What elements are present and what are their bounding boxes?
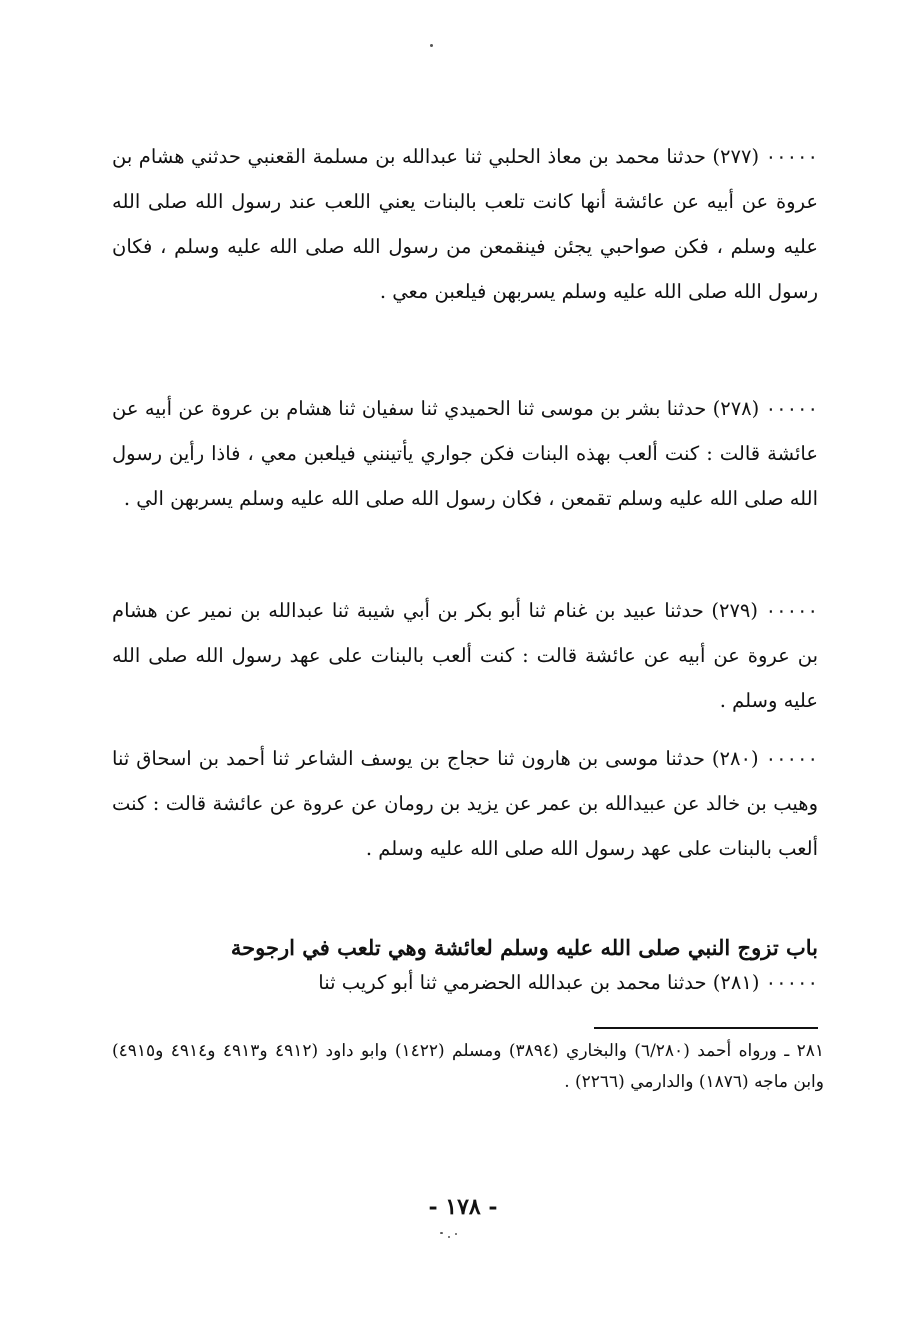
footnote-divider (594, 1027, 818, 1029)
page-number: - ١٧٨ - (428, 1194, 498, 1220)
hadith-277: ٠٠٠٠٠ (٢٧٧) حدثنا محمد بن معاذ الحلبي ثنا عبدالله بن مسلمة القعنبي حدثني هشام بن عروة عن أبيه عن عائشة أنها كانت تلعب بالبنات يعني اللعب عند رسول الله صلى الله عليه وسلم ، فكن صواحبي يجئن فينقمعن من رسول الله صلى الله عليه وسلم ، فكان رسول الله صلى الله عليه وسلم يسربهن فيلعبن معي . (112, 145, 818, 303)
chapter-title: باب تزوج النبي صلى الله عليه وسلم لعائشة وهي تلعب في ارجوحة (230, 935, 818, 960)
hadith-278: ٠٠٠٠٠ (٢٧٨) حدثنا بشر بن موسى ثنا الحميدي ثنا سفيان ثنا هشام بن عروة عن أبيه عن عائشة قالت : كنت ألعب بهذه البنات فكن جواري يأتينني فيلعبن معي ، فاذا رأين رسول الله صلى الله عليه وسلم تقمعن ، فكان رسول الله صلى الله عليه وسلم يسربهن الي . (112, 397, 818, 510)
footnote: ٢٨١ ـ ورواه أحمد (٦/٢٨٠) والبخاري (٣٨٩٤) ومسلم (١٤٢٢) وابو داود (٤٩١٢ و٤٩١٣ و٤٩١٤ و٤٩١٥) وابن ماجه (١٨٧٦) والدارمي (٢٢٦٦) . (112, 1041, 824, 1092)
scan-speck (455, 1233, 457, 1235)
scan-speck (430, 44, 433, 47)
hadith-280: ٠٠٠٠٠ (٢٨٠) حدثنا موسى بن هارون ثنا حجاج بن يوسف الشاعر ثنا أحمد بن اسحاق ثنا وهيب بن خالد عن عبيدالله بن عمر عن يزيد بن رومان عن عروة عن عائشة قالت : كنت ألعب بالبنات على عهد رسول الله صلى الله عليه وسلم . (112, 747, 818, 860)
hadith-281: ٠٠٠٠٠ (٢٨١) حدثنا محمد بن عبدالله الحضرمي ثنا أبو كريب ثنا (318, 971, 818, 994)
scan-speck (440, 1232, 443, 1234)
hadith-279: ٠٠٠٠٠ (٢٧٩) حدثنا عبيد بن غنام ثنا أبو بكر بن أبي شيبة ثنا عبدالله بن نمير عن هشام بن عروة عن أبيه عن عائشة قالت : كنت ألعب بالبنات على عهد رسول الله صلى الله عليه وسلم . (112, 599, 818, 712)
scan-speck (448, 1236, 450, 1238)
